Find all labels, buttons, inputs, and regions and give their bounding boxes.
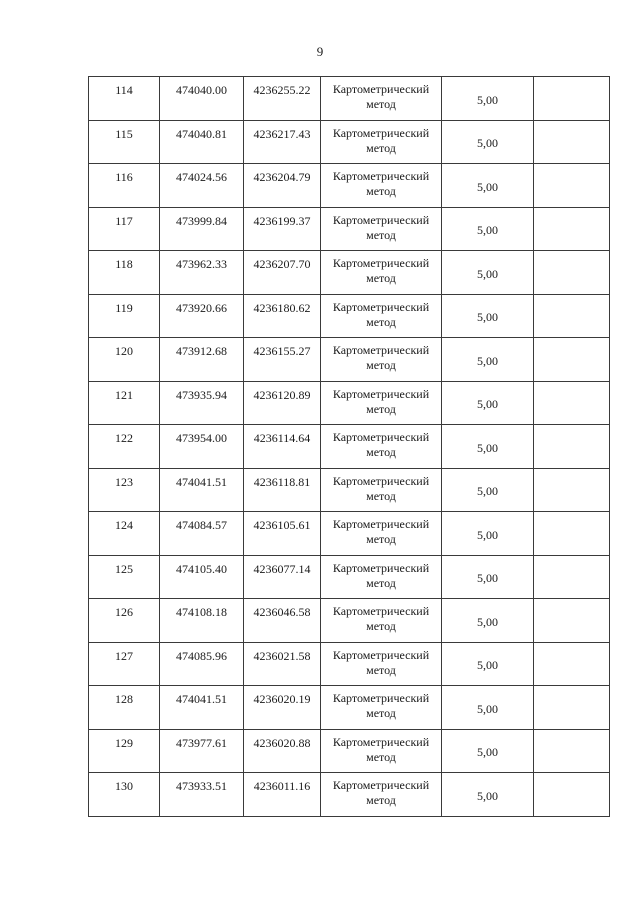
x-coordinate: 474041.51 [176, 474, 227, 489]
method-line-2: метод [366, 271, 396, 285]
point-number-cell [89, 599, 160, 643]
y-coordinate-cell [244, 773, 321, 817]
y-coordinate: 4236020.88 [253, 735, 311, 750]
point-number-cell [89, 512, 160, 556]
method-line-1: Картометрический [332, 517, 430, 531]
y-coordinate-cell [244, 729, 321, 773]
table-row [89, 686, 610, 730]
accuracy-value: 5,00 [477, 266, 498, 281]
note-cell [534, 599, 610, 643]
note-cell [534, 120, 610, 164]
method-line-2: метод [366, 140, 396, 155]
note-cell [534, 468, 610, 512]
method-line-1: Картометрический [332, 778, 430, 792]
accuracy-cell [442, 468, 534, 512]
table-row [89, 294, 610, 338]
y-coordinate-cell [244, 642, 321, 686]
y-coordinate-cell [244, 77, 321, 121]
accuracy-cell [442, 512, 534, 556]
y-coordinate-cell [244, 381, 321, 425]
accuracy-value: 5,00 [477, 310, 498, 325]
accuracy-value: 5,00 [477, 571, 498, 586]
point-number-cell [89, 381, 160, 425]
method-line-2: метод [366, 619, 396, 633]
table-row [89, 773, 610, 817]
table-row [89, 164, 610, 208]
y-coordinate: 4236020.19 [253, 692, 311, 706]
method-cell [321, 773, 442, 817]
y-coordinate: 4236204.79 [253, 170, 311, 184]
table-row [89, 338, 610, 382]
method-cell [321, 207, 442, 251]
accuracy-cell [442, 251, 534, 295]
method-line-1: Картометрический [332, 430, 430, 444]
method-cell [321, 686, 442, 730]
x-coordinate-cell [160, 251, 244, 295]
y-coordinate: 4236118.81 [253, 474, 311, 489]
method-line-2: метод [366, 706, 396, 720]
x-coordinate: 473920.66 [176, 300, 227, 315]
note-cell [534, 381, 610, 425]
table-row [89, 512, 610, 556]
point-number-cell [89, 207, 160, 251]
method-line-1: Картометрический [332, 386, 430, 401]
point-number: 118 [115, 257, 133, 271]
method-cell [321, 294, 442, 338]
method-line-2: метод [366, 532, 396, 546]
x-coordinate-cell [160, 164, 244, 208]
point-number-cell [89, 686, 160, 730]
method-line-1: Картометрический [332, 604, 430, 618]
point-number: 128 [115, 692, 133, 706]
y-coordinate-cell [244, 425, 321, 469]
x-coordinate: 473977.61 [176, 735, 227, 750]
method-line-1: Картометрический [332, 691, 430, 705]
accuracy-value: 5,00 [477, 353, 498, 368]
note-cell [534, 773, 610, 817]
method-line-2: метод [366, 575, 396, 590]
y-coordinate-cell [244, 120, 321, 164]
method-line-2: метод [366, 749, 396, 764]
method-line-2: метод [366, 184, 396, 198]
point-number: 129 [115, 735, 133, 750]
x-coordinate-cell [160, 686, 244, 730]
accuracy-value: 5,00 [477, 92, 498, 107]
point-number: 117 [115, 213, 133, 228]
x-coordinate-cell [160, 773, 244, 817]
method-line-1: Картометрический [332, 647, 430, 662]
y-coordinate: 4236217.43 [253, 126, 311, 141]
note-cell [534, 338, 610, 382]
note-cell [534, 207, 610, 251]
x-coordinate-cell [160, 294, 244, 338]
y-coordinate: 4236155.27 [253, 344, 311, 358]
accuracy-cell [442, 207, 534, 251]
y-coordinate: 4236021.58 [253, 648, 311, 663]
table-row [89, 468, 610, 512]
method-cell [321, 77, 442, 121]
y-coordinate-cell [244, 164, 321, 208]
method-cell [321, 251, 442, 295]
note-cell [534, 686, 610, 730]
y-coordinate-cell [244, 294, 321, 338]
table-row [89, 120, 610, 164]
point-number: 130 [115, 779, 133, 793]
accuracy-value: 5,00 [477, 136, 498, 151]
point-number: 124 [115, 518, 133, 532]
x-coordinate-cell [160, 599, 244, 643]
x-coordinate-cell [160, 729, 244, 773]
method-cell [321, 164, 442, 208]
point-number-cell [89, 773, 160, 817]
y-coordinate: 4236120.89 [253, 387, 311, 402]
table-row [89, 425, 610, 469]
table-row [89, 207, 610, 251]
y-coordinate-cell [244, 512, 321, 556]
y-coordinate-cell [244, 686, 321, 730]
table-row [89, 642, 610, 686]
method-line-2: метод [366, 445, 396, 459]
y-coordinate: 4236105.61 [253, 518, 311, 532]
method-line-2: метод [366, 793, 396, 807]
accuracy-cell [442, 599, 534, 643]
coordinates-table [88, 76, 610, 817]
note-cell [534, 512, 610, 556]
point-number-cell [89, 642, 160, 686]
x-coordinate: 473962.33 [176, 257, 227, 271]
accuracy-value: 5,00 [477, 658, 498, 673]
method-cell [321, 642, 442, 686]
point-number: 122 [115, 431, 133, 445]
y-coordinate: 4236114.64 [253, 431, 311, 445]
point-number-cell [89, 251, 160, 295]
method-line-2: метод [366, 488, 396, 503]
x-coordinate-cell [160, 512, 244, 556]
accuracy-cell [442, 338, 534, 382]
note-cell [534, 555, 610, 599]
x-coordinate: 474105.40 [176, 561, 227, 576]
x-coordinate-cell [160, 555, 244, 599]
method-line-1: Картометрический [332, 299, 430, 314]
x-coordinate: 473935.94 [176, 387, 227, 402]
accuracy-value: 5,00 [477, 527, 498, 542]
point-number: 123 [115, 474, 133, 489]
point-number-cell [89, 338, 160, 382]
method-line-2: метод [366, 227, 396, 242]
method-line-2: метод [366, 314, 396, 329]
accuracy-value: 5,00 [477, 788, 498, 803]
coordinates-table-body [89, 77, 610, 817]
x-coordinate-cell [160, 425, 244, 469]
method-line-1: Картометрический [332, 212, 430, 227]
y-coordinate: 4236046.58 [253, 605, 311, 619]
point-number-cell [89, 425, 160, 469]
x-coordinate-cell [160, 120, 244, 164]
x-coordinate-cell [160, 468, 244, 512]
method-line-2: метод [366, 662, 396, 677]
accuracy-cell [442, 686, 534, 730]
note-cell [534, 164, 610, 208]
y-coordinate-cell [244, 468, 321, 512]
method-cell [321, 120, 442, 164]
point-number: 115 [115, 126, 133, 141]
x-coordinate-cell [160, 642, 244, 686]
point-number: 120 [115, 344, 133, 358]
accuracy-cell [442, 294, 534, 338]
method-line-1: Картометрический [332, 82, 430, 96]
x-coordinate: 474024.56 [176, 170, 227, 184]
method-line-1: Картометрический [332, 169, 430, 183]
accuracy-value: 5,00 [477, 440, 498, 455]
y-coordinate-cell [244, 251, 321, 295]
accuracy-cell [442, 729, 534, 773]
accuracy-cell [442, 120, 534, 164]
x-coordinate-cell [160, 207, 244, 251]
note-cell [534, 642, 610, 686]
method-line-1: Картометрический [332, 256, 430, 270]
y-coordinate-cell [244, 555, 321, 599]
x-coordinate: 473999.84 [176, 213, 227, 228]
point-number-cell [89, 729, 160, 773]
point-number: 125 [115, 561, 133, 576]
y-coordinate-cell [244, 599, 321, 643]
y-coordinate: 4236180.62 [253, 300, 311, 315]
accuracy-cell [442, 555, 534, 599]
y-coordinate: 4236207.70 [253, 257, 311, 271]
y-coordinate-cell [244, 338, 321, 382]
y-coordinate: 4236255.22 [253, 83, 311, 97]
accuracy-cell [442, 773, 534, 817]
table-row [89, 381, 610, 425]
point-number-cell [89, 164, 160, 208]
method-line-1: Картометрический [332, 473, 430, 488]
point-number-cell [89, 77, 160, 121]
point-number: 127 [115, 648, 133, 663]
x-coordinate: 474084.57 [176, 518, 227, 532]
accuracy-value: 5,00 [477, 484, 498, 499]
point-number: 119 [115, 300, 133, 315]
method-cell [321, 468, 442, 512]
x-coordinate: 473933.51 [176, 779, 227, 793]
accuracy-cell [442, 381, 534, 425]
note-cell [534, 729, 610, 773]
note-cell [534, 251, 610, 295]
y-coordinate: 4236199.37 [253, 213, 311, 228]
table-row [89, 599, 610, 643]
y-coordinate: 4236011.16 [253, 779, 311, 793]
accuracy-value: 5,00 [477, 397, 498, 412]
method-cell [321, 599, 442, 643]
method-line-2: метод [366, 401, 396, 416]
method-cell [321, 425, 442, 469]
method-cell [321, 555, 442, 599]
method-cell [321, 381, 442, 425]
table-row [89, 555, 610, 599]
x-coordinate: 474108.18 [176, 605, 227, 619]
page-number: 9 [316, 44, 324, 59]
method-cell [321, 512, 442, 556]
table-row [89, 729, 610, 773]
note-cell [534, 77, 610, 121]
point-number: 114 [115, 83, 133, 97]
accuracy-value: 5,00 [477, 223, 498, 238]
method-line-1: Картометрический [332, 560, 430, 575]
x-coordinate: 473912.68 [176, 344, 227, 358]
y-coordinate-cell [244, 207, 321, 251]
x-coordinate-cell [160, 338, 244, 382]
method-line-1: Картометрический [332, 343, 430, 357]
method-line-1: Картометрический [332, 734, 430, 749]
x-coordinate: 474085.96 [176, 648, 227, 663]
x-coordinate: 474040.81 [176, 126, 227, 141]
accuracy-value: 5,00 [477, 701, 498, 716]
x-coordinate: 474040.00 [176, 83, 227, 97]
accuracy-value: 5,00 [477, 745, 498, 760]
accuracy-value: 5,00 [477, 614, 498, 629]
method-cell [321, 729, 442, 773]
accuracy-cell [442, 642, 534, 686]
table-row [89, 251, 610, 295]
method-line-1: Картометрический [332, 125, 430, 140]
table-row [89, 77, 610, 121]
method-cell [321, 338, 442, 382]
y-coordinate: 4236077.14 [253, 561, 311, 576]
point-number-cell [89, 294, 160, 338]
accuracy-cell [442, 425, 534, 469]
x-coordinate: 473954.00 [176, 431, 227, 445]
point-number: 121 [115, 387, 133, 402]
method-line-2: метод [366, 97, 396, 111]
method-line-2: метод [366, 358, 396, 372]
accuracy-cell [442, 164, 534, 208]
point-number-cell [89, 555, 160, 599]
x-coordinate-cell [160, 381, 244, 425]
point-number: 126 [115, 605, 133, 619]
note-cell [534, 425, 610, 469]
accuracy-value: 5,00 [477, 179, 498, 194]
accuracy-cell [442, 77, 534, 121]
point-number-cell [89, 468, 160, 512]
note-cell [534, 294, 610, 338]
point-number: 116 [115, 170, 133, 184]
x-coordinate: 474041.51 [176, 692, 227, 706]
point-number-cell [89, 120, 160, 164]
x-coordinate-cell [160, 77, 244, 121]
